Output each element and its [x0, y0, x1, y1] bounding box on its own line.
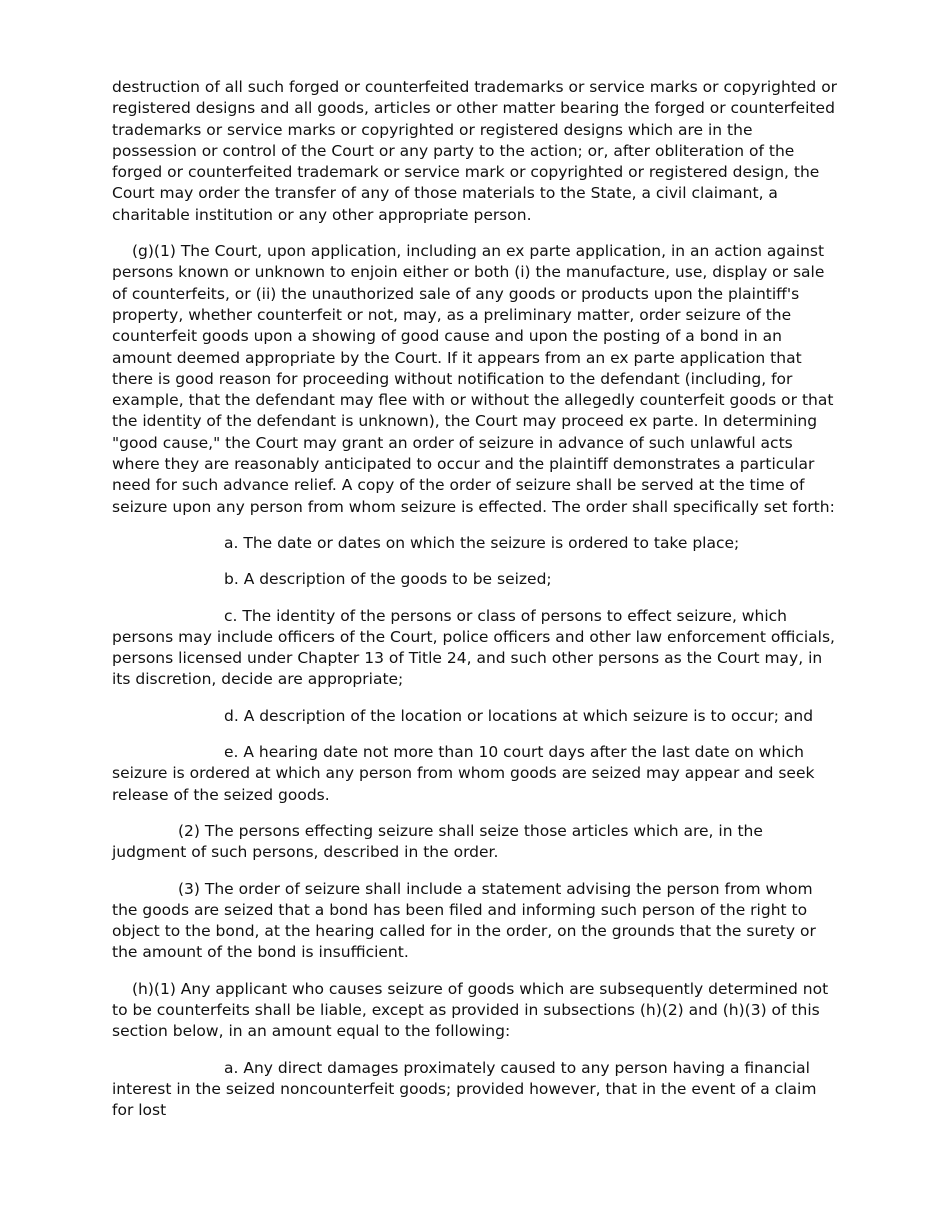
- list-item-b-description: b. A description of the goods to be seized;: [224, 570, 552, 589]
- document-page: [112, 77, 840, 1136]
- paragraph-g1-seizure-order: (g)(1) The Court, upon application, including an ex parte application, in an action against persons known or unknown to enjoin either or both (i) the manufacture, use, display or sale of counterfeits, or (ii) the unauthorized sale of any goods or products upon the plaintiff's property, whether counterfeit or not, may, as a preliminary matter, order seizure of the counterfeit goods upon a showing of good cause and upon the posting of a bond in an amount deemed appropriate by the Court. If it appears from an ex parte application that there is good reason for proceeding without notification to the defendant (including, for example, that the defendant may flee with or without the allegedly counterfeit goods or that the identity of the defendant is unknown), the Court may proceed ex parte. In determining "good cause," the Court may grant an order of seizure in advance of such unlawful acts where they are reasonably anticipated to occur and the plaintiff demonstrates a particular need for such advance relief. A copy of the order of seizure shall be served at the time of seizure upon any person from whom seizure is effected. The order shall specifically set forth:: [112, 242, 835, 516]
- list-item-a-dates: a. The date or dates on which the seizure is ordered to take place;: [224, 533, 740, 552]
- paragraph-destruction-continued: destruction of all such forged or counterfeited trademarks or service marks or copyrighted or registered designs and all goods, articles or other matter bearing the forged or counterfeited trademarks or service marks or copyrighted or registered designs which are in the possession or control of the Court or any party to the action; or, after obliteration of the forged or counterfeited trademark or service mark or copyrighted or registered design, the Court may order the transfer of any of those materials to the State, a civil claimant, a charitable institution or any other appropriate person.: [112, 78, 838, 224]
- list-item-d-location: d. A description of the location or locations at which seizure is to occur; and: [224, 706, 814, 725]
- paragraph-g2-persons-effecting: (2) The persons effecting seizure shall seize those articles which are, in the judgment of such persons, described in the order.: [112, 821, 763, 862]
- paragraph-h1-liability: (h)(1) Any applicant who causes seizure of goods which are subsequently determined not to be counterfeits shall be liable, except as provided in subsections (h)(2) and (h)(3) of this section below, in an amount equal to the following:: [112, 979, 829, 1041]
- list-item-c-identity: c. The identity of the persons or class of persons to effect seizure, which persons may include officers of the Court, police officers and other law enforcement officials, persons licensed under Chapter 13 of Title 24, and such other persons as the Court may, in its discretion, decide are appropriate;: [112, 606, 835, 689]
- list-item-e-hearing-date: e. A hearing date not more than 10 court days after the last date on which seizure is ordered at which any person from whom goods are seized may appear and seek release of the seized goods.: [112, 743, 815, 804]
- list-item-a-direct-damages: a. Any direct damages proximately caused to any person having a financial interest in the seized noncounterfeit goods; provided however, that in the event of a claim for lost: [112, 1058, 817, 1120]
- paragraph-g3-bond-statement: (3) The order of seizure shall include a statement advising the person from whom the goods are seized that a bond has been filed and informing such person of the right to object to the bond, at the hearing called for in the order, on the grounds that the surety or the amount of the bond is insufficient.: [112, 879, 816, 962]
